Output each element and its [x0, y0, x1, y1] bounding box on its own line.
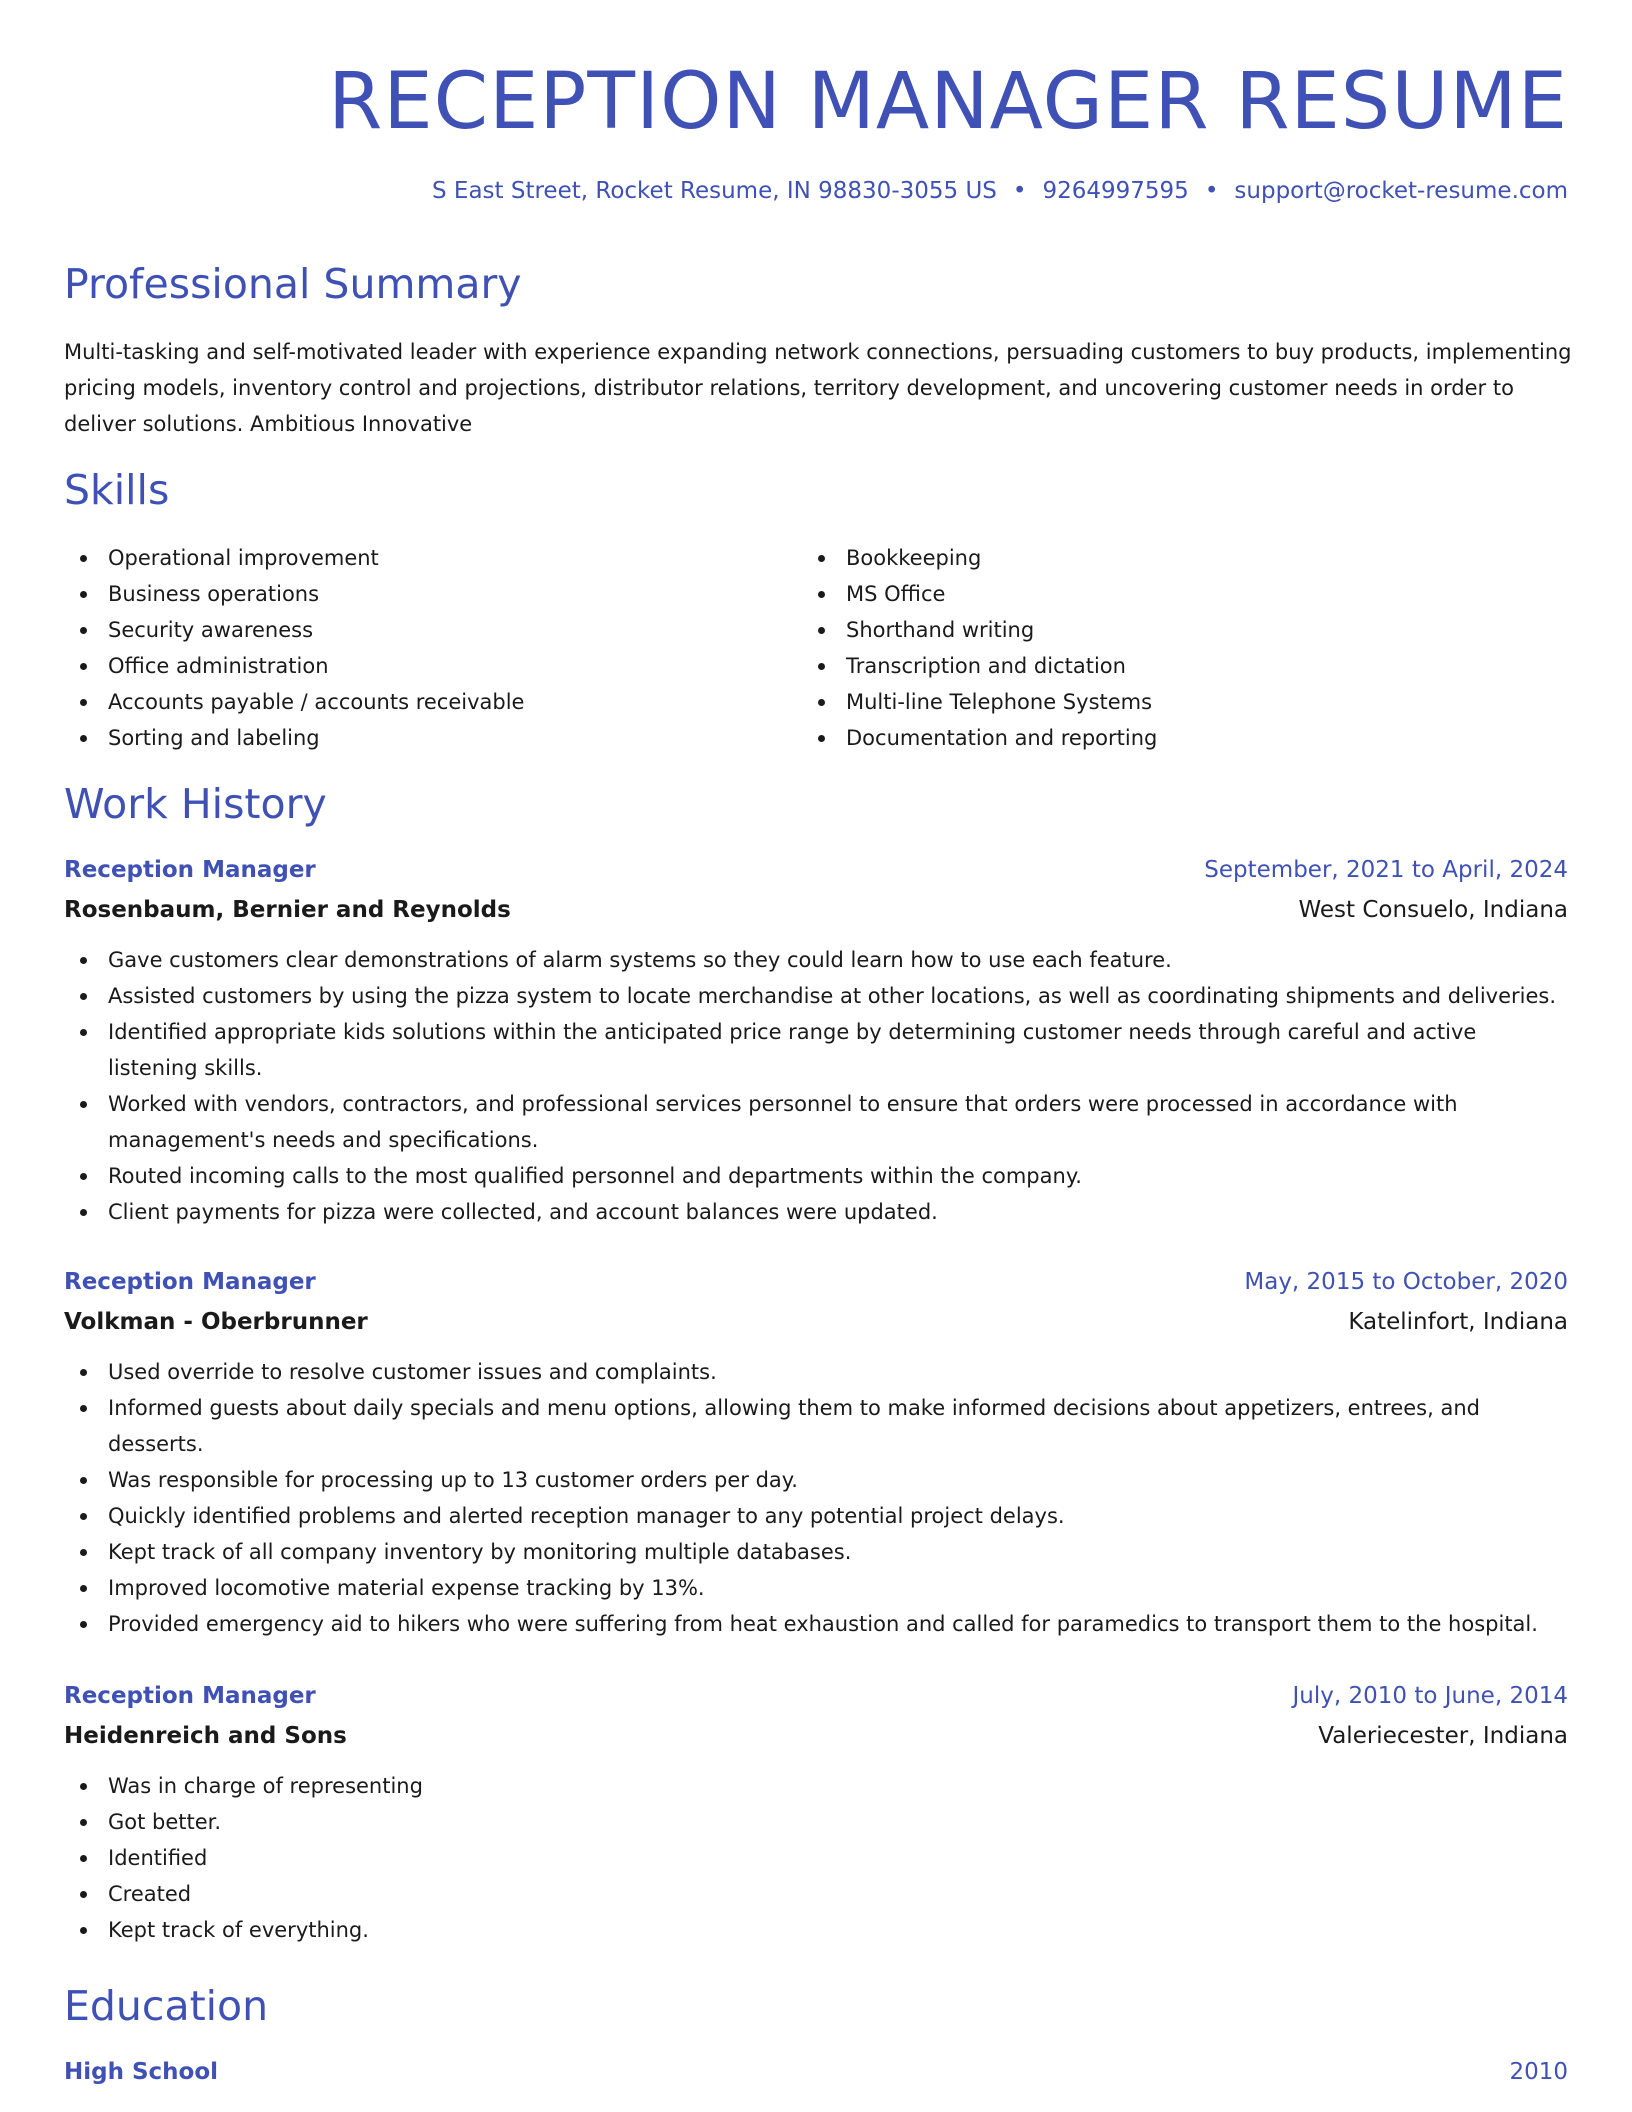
job-bullet: Used override to resolve customer issues and complaints.: [64, 1354, 1568, 1390]
skills-column-right: [802, 540, 1540, 756]
summary-text: Multi-tasking and self-motivated leader with experience expanding network connections, persuading customers to buy products, implementing pricing models, inventory control and projections, distributor relations, territory development, and uncovering customer needs in order to deliver solutions. Ambitious Innovative: [64, 340, 1572, 436]
job-bullet: Quickly identified problems and alerted reception manager to any potential project delays.: [64, 1498, 1568, 1534]
education-entry: [64, 2052, 1568, 2092]
skill-item: Bookkeeping: [802, 540, 1540, 576]
job-bullet: Worked with vendors, contractors, and professional services personnel to ensure that orders were processed in accordance with management's needs and specifications.: [64, 1086, 1568, 1158]
job-bullet: Identified appropriate kids solutions within the anticipated price range by determining customer needs through careful and active listening skills.: [64, 1014, 1568, 1086]
job-entry: [64, 1262, 1568, 1642]
skill-item: MS Office: [802, 576, 1540, 612]
job-title: Reception Manager: [64, 857, 316, 883]
job-location: West Consuelo, Indiana: [1298, 897, 1568, 923]
contact-email[interactable]: support@rocket-resume.com: [1234, 178, 1568, 204]
job-entry: [64, 850, 1568, 1230]
job-employer: Heidenreich and Sons: [64, 1723, 347, 1749]
contact-separator: •: [1012, 178, 1027, 204]
job-location: Katelinfort, Indiana: [1348, 1309, 1568, 1335]
job-bullet: Client payments for pizza were collected, and account balances were updated.: [64, 1194, 1568, 1230]
skill-item: Office administration: [64, 648, 802, 684]
job-bullet: Kept track of everything.: [64, 1912, 1568, 1948]
education-year: 2010: [1509, 2059, 1568, 2085]
resume-title: RECEPTION MANAGER RESUME: [328, 57, 1568, 147]
job-bullet: Routed incoming calls to the most qualified personnel and departments within the company.: [64, 1158, 1568, 1194]
job-bullet: Kept track of all company inventory by monitoring multiple databases.: [64, 1534, 1568, 1570]
skill-item: Shorthand writing: [802, 612, 1540, 648]
skill-item: Accounts payable / accounts receivable: [64, 684, 802, 720]
job-employer: Volkman - Oberbrunner: [64, 1309, 368, 1335]
skill-item: Multi-line Telephone Systems: [802, 684, 1540, 720]
contact-separator: •: [1204, 178, 1219, 204]
job-title: Reception Manager: [64, 1269, 316, 1295]
skills-heading: Skills: [64, 466, 170, 514]
job-bullet: Was in charge of representing: [64, 1768, 1568, 1804]
skills-column-left: [64, 540, 802, 756]
education-heading: Education: [64, 1982, 269, 2030]
skill-item: Operational improvement: [64, 540, 802, 576]
job-dates: July, 2010 to June, 2014: [1292, 1683, 1568, 1709]
skill-item: Documentation and reporting: [802, 720, 1540, 756]
job-title: Reception Manager: [64, 1683, 316, 1709]
job-bullet: Gave customers clear demonstrations of alarm systems so they could learn how to use each feature.: [64, 942, 1568, 978]
contact-line: [432, 178, 1568, 204]
job-bullet: Created: [64, 1876, 1568, 1912]
job-bullet: Got better.: [64, 1804, 1568, 1840]
work-history-heading: Work History: [64, 780, 327, 828]
job-employer: Rosenbaum, Bernier and Reynolds: [64, 897, 511, 923]
job-location: Valeriecester, Indiana: [1318, 1723, 1568, 1749]
job-bullet: Informed guests about daily specials and menu options, allowing them to make informed decisions about appetizers, entrees, and desserts.: [64, 1390, 1568, 1462]
skill-item: Sorting and labeling: [64, 720, 802, 756]
job-dates: May, 2015 to October, 2020: [1244, 1269, 1568, 1295]
skills-list: [64, 540, 1568, 756]
job-entry: [64, 1676, 1568, 1948]
job-bullet: Identified: [64, 1840, 1568, 1876]
skill-item: Transcription and dictation: [802, 648, 1540, 684]
job-bullet: Assisted customers by using the pizza system to locate merchandise at other locations, as well as coordinating shipments and deliveries.: [64, 978, 1568, 1014]
job-bullet: Was responsible for processing up to 13 customer orders per day.: [64, 1462, 1568, 1498]
job-dates: September, 2021 to April, 2024: [1204, 857, 1568, 883]
education-degree: High School: [64, 2059, 219, 2085]
job-bullet: Improved locomotive material expense tracking by 13%.: [64, 1570, 1568, 1606]
contact-phone: 9264997595: [1042, 178, 1189, 204]
job-bullet: Provided emergency aid to hikers who were suffering from heat exhaustion and called for paramedics to transport them to the hospital.: [64, 1606, 1568, 1642]
skill-item: Business operations: [64, 576, 802, 612]
skill-item: Security awareness: [64, 612, 802, 648]
contact-address: S East Street, Rocket Resume, IN 98830-3055 US: [432, 178, 997, 204]
summary-heading: Professional Summary: [64, 260, 522, 308]
